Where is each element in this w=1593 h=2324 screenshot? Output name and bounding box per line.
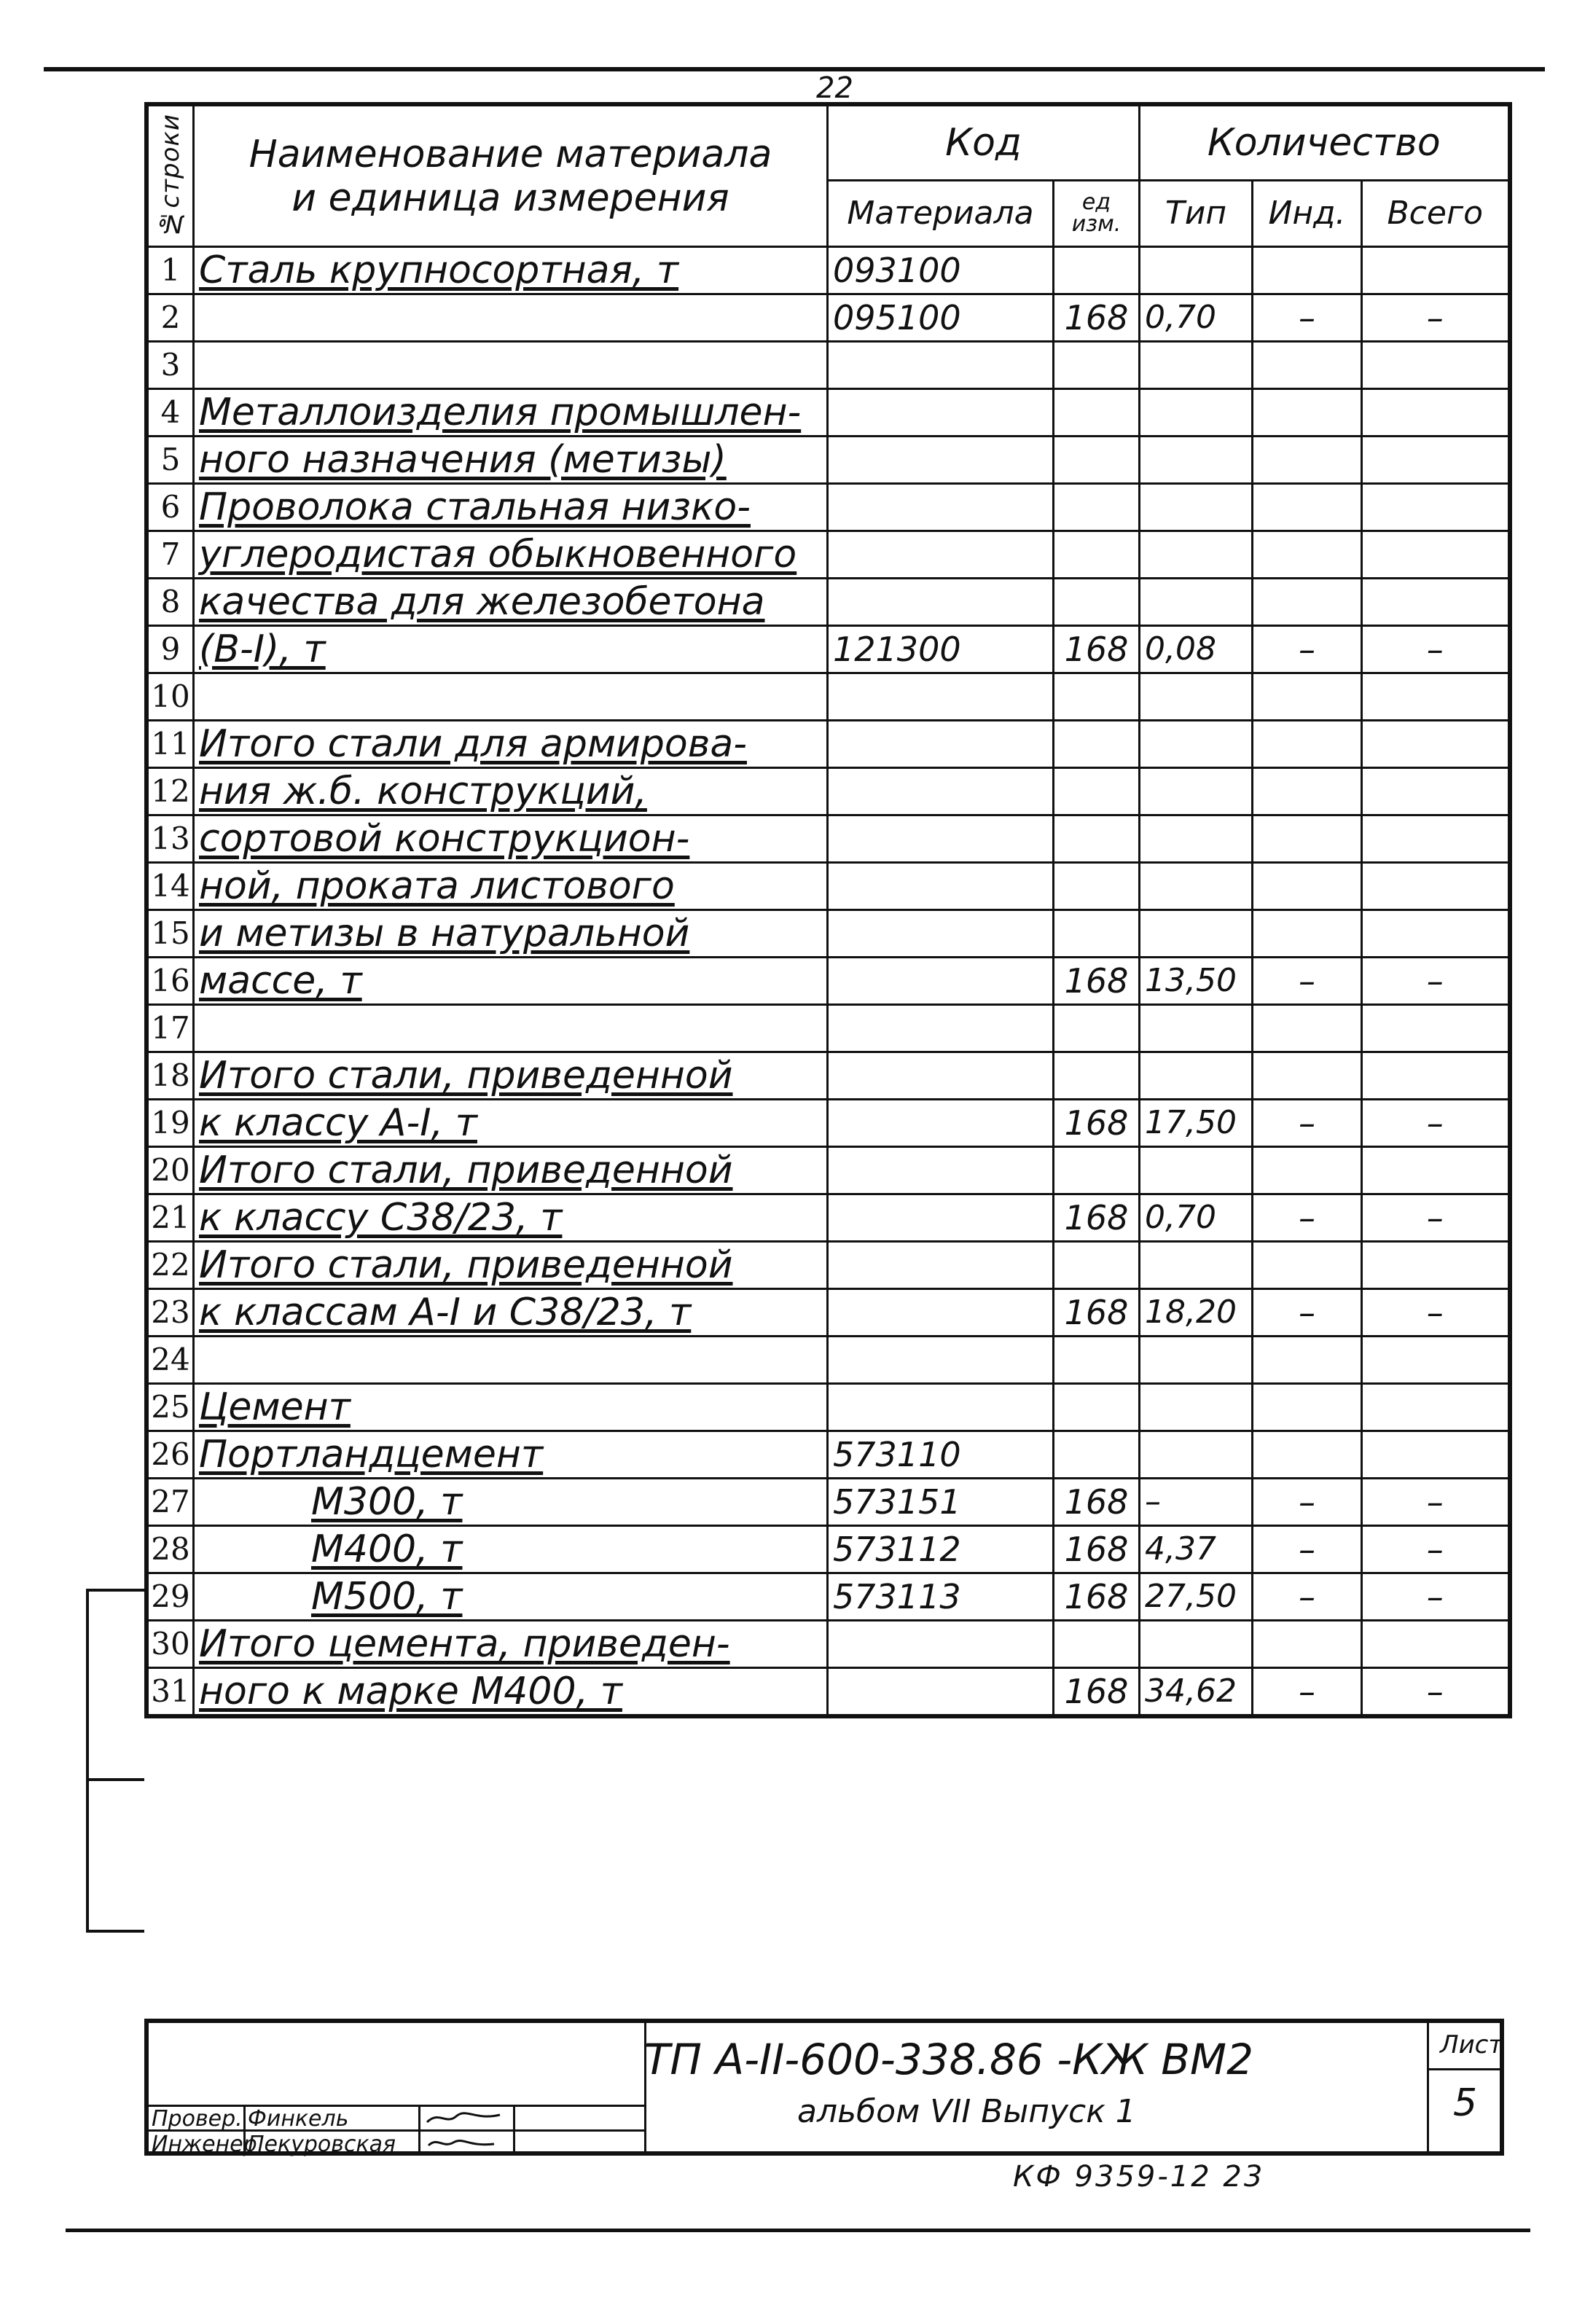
row-number: 12 [146, 768, 194, 815]
type-quantity [1140, 768, 1253, 815]
divider [513, 2105, 515, 2156]
material-code: 095100 [828, 294, 1054, 342]
item-name [194, 342, 828, 389]
material-code: 573151 [828, 1479, 1054, 1526]
row-number: 6 [146, 484, 194, 531]
row-number: 27 [146, 1479, 194, 1526]
ind-quantity [1253, 579, 1362, 626]
material-header: Материала [828, 181, 1054, 247]
row-number: 8 [146, 579, 194, 626]
row-number: 10 [146, 673, 194, 721]
item-name: Портландцемент [194, 1431, 828, 1479]
total-quantity: – [1362, 1668, 1510, 1717]
table-row [146, 1479, 1510, 1526]
material-code [828, 958, 1054, 1005]
unit-code [1054, 437, 1140, 484]
table-row [146, 1052, 1510, 1100]
table-row [146, 1621, 1510, 1668]
item-name: (В-I), т [194, 626, 828, 673]
row-number: 18 [146, 1052, 194, 1100]
unit-code [1054, 1621, 1140, 1668]
material-code: 093100 [828, 247, 1054, 294]
material-code [828, 910, 1054, 958]
ind-quantity [1253, 1384, 1362, 1431]
type-quantity [1140, 1384, 1253, 1431]
ind-quantity: – [1253, 1479, 1362, 1526]
type-quantity: 17,50 [1140, 1100, 1253, 1147]
unit-code [1054, 1384, 1140, 1431]
ind-quantity [1253, 484, 1362, 531]
table-row [146, 484, 1510, 531]
type-quantity [1140, 579, 1253, 626]
item-name: Итого стали для армирова- [194, 721, 828, 768]
type-quantity [1140, 389, 1253, 437]
total-header: Всего [1362, 181, 1510, 247]
item-name: массе, т [194, 958, 828, 1005]
total-quantity [1362, 815, 1510, 863]
unit-code [1054, 342, 1140, 389]
item-name: углеродистая обыкновенного [194, 531, 828, 579]
material-code [828, 768, 1054, 815]
total-quantity [1362, 1052, 1510, 1100]
material-code [828, 579, 1054, 626]
table-row [146, 389, 1510, 437]
total-quantity [1362, 531, 1510, 579]
unit-code [1054, 389, 1140, 437]
ind-quantity [1253, 863, 1362, 910]
divider [418, 2105, 420, 2156]
row-number: 20 [146, 1147, 194, 1194]
checked-label: Провер. [152, 2106, 243, 2132]
table-row [146, 1194, 1510, 1242]
row-number: 28 [146, 1526, 194, 1573]
unit-code [1054, 1147, 1140, 1194]
row-number: 19 [146, 1100, 194, 1147]
top-rule [44, 67, 1545, 71]
unit-code [1054, 1052, 1140, 1100]
engineer-label: Инженер [152, 2132, 257, 2157]
row-number: 15 [146, 910, 194, 958]
row-number: 16 [146, 958, 194, 1005]
item-name: качества для железобетона [194, 579, 828, 626]
unit-code [1054, 1242, 1140, 1289]
item-name: ной, проката листового [194, 863, 828, 910]
type-quantity [1140, 342, 1253, 389]
total-quantity: – [1362, 1100, 1510, 1147]
total-quantity [1362, 484, 1510, 531]
table-row [146, 531, 1510, 579]
type-quantity [1140, 1005, 1253, 1052]
table-row [146, 1526, 1510, 1573]
item-name [194, 1005, 828, 1052]
table-row [146, 294, 1510, 342]
type-quantity: 0,08 [1140, 626, 1253, 673]
total-quantity: – [1362, 1526, 1510, 1573]
unit-code: 168 [1054, 1479, 1140, 1526]
row-number: 5 [146, 437, 194, 484]
type-quantity [1140, 484, 1253, 531]
table-row [146, 815, 1510, 863]
type-quantity: 18,20 [1140, 1289, 1253, 1337]
table-row [146, 1100, 1510, 1147]
ind-quantity: – [1253, 1100, 1362, 1147]
total-quantity [1362, 1242, 1510, 1289]
row-number: 25 [146, 1384, 194, 1431]
material-code [828, 721, 1054, 768]
material-code [828, 531, 1054, 579]
ind-quantity: – [1253, 1668, 1362, 1717]
item-name: сортовой конструкцион- [194, 815, 828, 863]
ind-quantity [1253, 437, 1362, 484]
table-row [146, 1242, 1510, 1289]
type-quantity [1140, 1052, 1253, 1100]
type-quantity [1140, 910, 1253, 958]
type-quantity [1140, 531, 1253, 579]
bracket-tick [86, 1930, 144, 1933]
sheet-label: Лист [1440, 2030, 1503, 2059]
type-quantity: 0,70 [1140, 294, 1253, 342]
material-code [828, 1100, 1054, 1147]
item-name: Сталь крупносортная, т [194, 247, 828, 294]
checked-name: Финкель [248, 2106, 349, 2132]
total-quantity: – [1362, 294, 1510, 342]
total-quantity [1362, 1431, 1510, 1479]
material-code: 573112 [828, 1526, 1054, 1573]
unit-code [1054, 768, 1140, 815]
row-number: 14 [146, 863, 194, 910]
material-code [828, 673, 1054, 721]
type-quantity [1140, 1147, 1253, 1194]
unit-code [1054, 484, 1140, 531]
type-quantity [1140, 247, 1253, 294]
sheet-value: 5 [1453, 2081, 1478, 2125]
item-name [194, 673, 828, 721]
unit-code [1054, 673, 1140, 721]
ind-header: Инд. [1253, 181, 1362, 247]
total-quantity [1362, 910, 1510, 958]
table-row [146, 673, 1510, 721]
type-quantity: 27,50 [1140, 1573, 1253, 1621]
materials-table [144, 102, 1512, 1718]
unit-header: ед изм. [1054, 181, 1140, 247]
table-body [146, 247, 1510, 1717]
table-row [146, 910, 1510, 958]
signature-icon [424, 2132, 504, 2153]
total-quantity: – [1362, 1573, 1510, 1621]
type-quantity [1140, 1337, 1253, 1384]
material-code [828, 484, 1054, 531]
table-row [146, 626, 1510, 673]
total-quantity: – [1362, 626, 1510, 673]
album-text: альбом VII Выпуск 1 [797, 2093, 1136, 2130]
item-name: М500, т [194, 1573, 828, 1621]
row-number: 7 [146, 531, 194, 579]
type-quantity: 0,70 [1140, 1194, 1253, 1242]
ind-quantity [1253, 1005, 1362, 1052]
ind-quantity: – [1253, 1194, 1362, 1242]
name-header: Наименование материала и единица измерения [194, 104, 828, 247]
ind-quantity [1253, 768, 1362, 815]
page-number: 22 [816, 71, 853, 105]
type-quantity [1140, 437, 1253, 484]
divider [1427, 2023, 1429, 2156]
ind-quantity: – [1253, 1526, 1362, 1573]
row-number: 2 [146, 294, 194, 342]
row-number: 4 [146, 389, 194, 437]
table-row [146, 768, 1510, 815]
table-row [146, 1289, 1510, 1337]
row-number: 31 [146, 1668, 194, 1717]
row-number: 26 [146, 1431, 194, 1479]
signature-icon [424, 2108, 504, 2128]
row-number: 30 [146, 1621, 194, 1668]
unit-code [1054, 721, 1140, 768]
table-row [146, 721, 1510, 768]
type-header: Тип [1140, 181, 1253, 247]
total-quantity [1362, 863, 1510, 910]
row-number: 9 [146, 626, 194, 673]
unit-code: 168 [1054, 1668, 1140, 1717]
unit-code [1054, 247, 1140, 294]
total-quantity: – [1362, 958, 1510, 1005]
item-name: М400, т [194, 1526, 828, 1573]
item-name: к классу А-I, т [194, 1100, 828, 1147]
material-code [828, 437, 1054, 484]
row-number: 29 [146, 1573, 194, 1621]
material-code [828, 1668, 1054, 1717]
table-row [146, 863, 1510, 910]
table-row [146, 247, 1510, 294]
material-code [828, 1289, 1054, 1337]
unit-code [1054, 1431, 1140, 1479]
material-code [828, 389, 1054, 437]
total-quantity [1362, 247, 1510, 294]
ind-quantity: – [1253, 1289, 1362, 1337]
row-number-header: №строки [146, 104, 194, 247]
material-code: 573110 [828, 1431, 1054, 1479]
row-number: 17 [146, 1005, 194, 1052]
total-quantity [1362, 579, 1510, 626]
total-quantity [1362, 673, 1510, 721]
type-quantity [1140, 1621, 1253, 1668]
total-quantity: – [1362, 1289, 1510, 1337]
item-name [194, 1337, 828, 1384]
table-row [146, 1384, 1510, 1431]
row-number: 22 [146, 1242, 194, 1289]
total-quantity [1362, 389, 1510, 437]
table-row [146, 1668, 1510, 1717]
total-quantity [1362, 1384, 1510, 1431]
table-row [146, 1573, 1510, 1621]
table-row [146, 437, 1510, 484]
total-quantity [1362, 1621, 1510, 1668]
type-quantity: 34,62 [1140, 1668, 1253, 1717]
material-code [828, 863, 1054, 910]
item-name: Металлоизделия промышлен- [194, 389, 828, 437]
item-name: ного к марке М400, т [194, 1668, 828, 1717]
table-row [146, 1005, 1510, 1052]
ind-quantity [1253, 1431, 1362, 1479]
table-row [146, 958, 1510, 1005]
type-quantity [1140, 1431, 1253, 1479]
ind-quantity [1253, 673, 1362, 721]
code-header: Код [828, 104, 1140, 181]
unit-code: 168 [1054, 1100, 1140, 1147]
total-quantity [1362, 768, 1510, 815]
ind-quantity [1253, 1242, 1362, 1289]
item-name: ного назначения (метизы) [194, 437, 828, 484]
unit-code [1054, 579, 1140, 626]
footer-code: КФ 9359-12 23 [1013, 2160, 1265, 2194]
unit-code [1054, 531, 1140, 579]
type-quantity [1140, 721, 1253, 768]
engineer-name: Пекуровская [248, 2132, 396, 2157]
unit-code: 168 [1054, 1289, 1140, 1337]
row-number: 21 [146, 1194, 194, 1242]
unit-code: 168 [1054, 1526, 1140, 1573]
left-bracket [86, 1589, 89, 1931]
type-quantity [1140, 863, 1253, 910]
item-name: Проволока стальная низко- [194, 484, 828, 531]
table-row [146, 1337, 1510, 1384]
item-name: Цемент [194, 1384, 828, 1431]
quantity-header: Количество [1140, 104, 1510, 181]
row-number: 1 [146, 247, 194, 294]
type-quantity [1140, 815, 1253, 863]
table-row [146, 579, 1510, 626]
material-code [828, 342, 1054, 389]
row-number: 11 [146, 721, 194, 768]
material-code [828, 815, 1054, 863]
item-name: М300, т [194, 1479, 828, 1526]
ind-quantity [1253, 389, 1362, 437]
type-quantity [1140, 1242, 1253, 1289]
table-row [146, 342, 1510, 389]
unit-code [1054, 910, 1140, 958]
material-code: 121300 [828, 626, 1054, 673]
ind-quantity [1253, 1147, 1362, 1194]
total-quantity [1362, 1337, 1510, 1384]
unit-code: 168 [1054, 294, 1140, 342]
material-code [828, 1242, 1054, 1289]
row-number: 23 [146, 1289, 194, 1337]
unit-code [1054, 1337, 1140, 1384]
row-number: 3 [146, 342, 194, 389]
material-code: 573113 [828, 1573, 1054, 1621]
type-quantity [1140, 673, 1253, 721]
ind-quantity [1253, 1337, 1362, 1384]
bracket-tick [86, 1778, 144, 1781]
ind-quantity: – [1253, 626, 1362, 673]
material-code [828, 1194, 1054, 1242]
ind-quantity [1253, 1621, 1362, 1668]
bottom-rule [66, 2229, 1530, 2232]
type-quantity: 4,37 [1140, 1526, 1253, 1573]
unit-code: 168 [1054, 958, 1140, 1005]
unit-code [1054, 1005, 1140, 1052]
ind-quantity [1253, 721, 1362, 768]
total-quantity [1362, 437, 1510, 484]
document-code: ТП А-II-600-338.86 -КЖ ВМ2 [644, 2035, 1253, 2084]
total-quantity [1362, 1005, 1510, 1052]
item-name: Итого стали, приведенной [194, 1147, 828, 1194]
item-name: ния ж.б. конструкций, [194, 768, 828, 815]
material-code [828, 1005, 1054, 1052]
item-name: Итого стали, приведенной [194, 1052, 828, 1100]
item-name: Итого цемента, приведен- [194, 1621, 828, 1668]
material-code [828, 1052, 1054, 1100]
ind-quantity: – [1253, 958, 1362, 1005]
total-quantity: – [1362, 1479, 1510, 1526]
total-quantity [1362, 721, 1510, 768]
material-code [828, 1337, 1054, 1384]
ind-quantity: – [1253, 294, 1362, 342]
bracket-tick [86, 1589, 144, 1592]
ind-quantity [1253, 910, 1362, 958]
item-name: Итого стали, приведенной [194, 1242, 828, 1289]
table-row [146, 1431, 1510, 1479]
unit-code: 168 [1054, 1573, 1140, 1621]
table-row [146, 1147, 1510, 1194]
material-code [828, 1147, 1054, 1194]
unit-code: 168 [1054, 626, 1140, 673]
type-quantity: 13,50 [1140, 958, 1253, 1005]
unit-code [1054, 863, 1140, 910]
ind-quantity [1253, 531, 1362, 579]
ind-quantity [1253, 342, 1362, 389]
divider [1427, 2068, 1504, 2070]
row-number: 13 [146, 815, 194, 863]
unit-code [1054, 815, 1140, 863]
item-name: к классу С38/23, т [194, 1194, 828, 1242]
ind-quantity [1253, 247, 1362, 294]
material-code [828, 1621, 1054, 1668]
type-quantity: – [1140, 1479, 1253, 1526]
ind-quantity: – [1253, 1573, 1362, 1621]
material-code [828, 1384, 1054, 1431]
row-number: 24 [146, 1337, 194, 1384]
item-name: и метизы в натуральной [194, 910, 828, 958]
total-quantity: – [1362, 1194, 1510, 1242]
item-name: к классам А-I и С38/23, т [194, 1289, 828, 1337]
title-block [144, 2019, 1504, 2156]
ind-quantity [1253, 1052, 1362, 1100]
unit-code: 168 [1054, 1194, 1140, 1242]
ind-quantity [1253, 815, 1362, 863]
item-name [194, 294, 828, 342]
total-quantity [1362, 1147, 1510, 1194]
total-quantity [1362, 342, 1510, 389]
